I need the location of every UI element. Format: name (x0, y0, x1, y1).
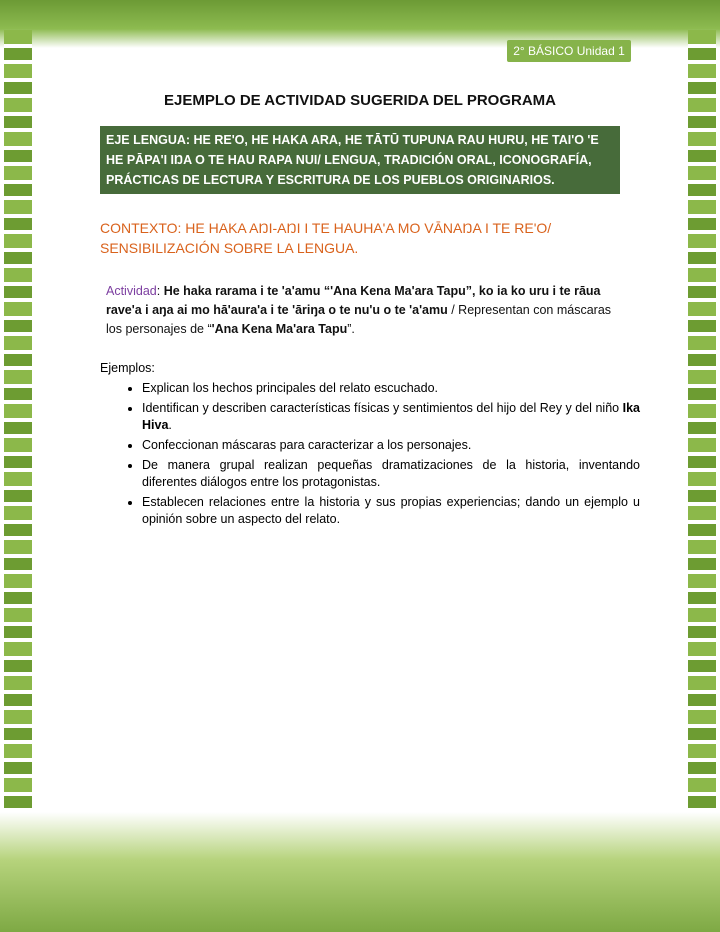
actividad-end: ”. (347, 322, 355, 336)
ejemplos-list (122, 380, 640, 531)
list-item: • De manera grupal realizan pequeñas dramatizaciones de la historia, inventando diferentes diálogos entre los protagonistas. (142, 457, 640, 491)
story-title: 'Ana Kena Ma'ara Tapu (211, 322, 348, 336)
grade-badge: 2° BÁSICO Unidad 1 (507, 40, 631, 62)
actividad-label: Actividad (106, 284, 157, 298)
ejemplos-label: Ejemplos: (100, 361, 155, 375)
list-item: • Explican los hechos principales del relato escuchado. (142, 380, 640, 397)
list-item-text: Identifican y describen características físicas y sentimientos del hijo del Rey y del niño (142, 401, 623, 415)
actividad-paragraph: Actividad: He haka rarama i te 'a'amu “'Ana Kena Ma'ara Tapu”, ko ia ko uru i te rāua rave'a i aŋa ai mo hā'aura'a i te 'āriŋa o te nu'u o te 'a'amu / Representan con máscaras los personajes de “'Ana Kena Ma'ara Tapu”. (106, 284, 612, 336)
period: . (168, 418, 172, 432)
actividad-spanish: / Representan con máscaras los personajes de “ (106, 303, 612, 336)
actividad-rapanui: He haka rarama i te 'a'amu “'Ana Kena Ma'ara Tapu”, ko ia ko uru i te rāua rave'a i aŋa ai mo hā'aura'a i te 'āriŋa o te nu'u o te 'a'amu (106, 284, 601, 317)
contexto-heading: CONTEXTO: HE HAKA AŊI-AŊI I TE HAUHA'A MO VĀNAŊA I TE RE'O/ SENSIBILIZACIÓN SOBRE LA LENGUA. (100, 220, 552, 256)
left-border-decoration (4, 30, 32, 830)
list-item: • Establecen relaciones entre la historia y sus propias experiencias; dando un ejemplo u opinión sobre un aspecto del relato. (142, 494, 640, 528)
ika-hiva: Ika Hiva (142, 401, 640, 432)
landscape-footer-decoration (0, 812, 720, 932)
list-item (142, 400, 640, 434)
page-title: EJEMPLO DE ACTIVIDAD SUGERIDA DEL PROGRAMA (164, 92, 556, 109)
list-item: • Confeccionan máscaras para caracterizar a los personajes. (142, 437, 640, 454)
right-border-decoration (688, 30, 716, 830)
eje-box: EJE LENGUA: HE RE'O, HE HAKA ARA, HE TĀTŪ TUPUNA RAU HURU, HE TAI'O 'E HE PĀPA'I IŊA O TE HAU RAPA NUI/ LENGUA, TRADICIÓN ORAL, ICONOGRAFÍA, PRÁCTICAS DE LECTURA Y ESCRITURA DE LOS PUEBLOS ORIGINARIOS. (100, 126, 620, 194)
